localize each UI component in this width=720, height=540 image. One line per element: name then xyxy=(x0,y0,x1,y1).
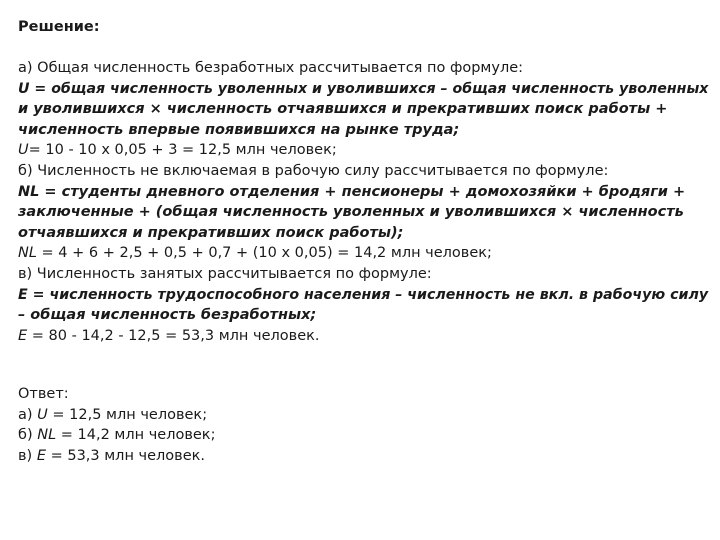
part-a-formula-line: U = общая численность уволенных и уволившихся – общая численность уволенных xyxy=(18,80,709,97)
answer-item-value: = 53,3 млн человек. xyxy=(45,447,206,464)
part-c-calc-variable: E xyxy=(18,327,28,344)
answer-block xyxy=(18,384,215,466)
answer-item-value: = 14,2 млн человек; xyxy=(56,427,216,444)
answer-item-variable: E xyxy=(36,447,46,464)
part-a-calc-variable: U xyxy=(18,142,29,159)
answer-item-prefix: в) xyxy=(18,447,37,464)
part-b-formula-line: NL = студенты дневного отделения + пенсионеры + домохозяйки + бродяги + xyxy=(18,183,686,200)
part-c-calculation xyxy=(18,326,708,347)
part-c-calc-expression: = 80 - 14,2 - 12,5 = 53,3 млн человек. xyxy=(27,327,320,344)
part-a-calc-expression: = 10 - 10 х 0,05 + 3 = 12,5 млн человек; xyxy=(28,142,337,159)
answer-item xyxy=(18,425,215,446)
part-b-formula-line: отчаявшихся и прекративших поиск работы); xyxy=(18,224,404,241)
part-b-formula-line: заключенные + (общая численность уволенных и уволившихся × численность xyxy=(18,204,684,221)
answer-item-prefix: а) xyxy=(18,406,38,423)
answer-title: Ответ: xyxy=(18,386,69,402)
answer-item-variable: NL xyxy=(37,427,57,444)
part-c-formula-line: – общая численность безработных; xyxy=(18,307,317,324)
part-b-calc-expression: = 4 + 6 + 2,5 + 0,5 + 0,7 + (10 х 0,05) = 14,2 млн человек; xyxy=(36,245,492,262)
part-c-intro: в) Численность занятых рассчитывается по формуле: xyxy=(18,265,432,282)
answer-item xyxy=(18,446,215,467)
part-c-formula-line: E = численность трудоспособного населения – численность не вкл. в рабочую силу xyxy=(18,286,709,303)
part-a-intro: а) Общая численность безработных рассчитывается по формуле: xyxy=(18,60,524,76)
answer-item xyxy=(18,405,215,426)
answer-item-value: = 12,5 млн человек; xyxy=(47,406,208,423)
part-b-calc-variable: NL xyxy=(18,245,37,262)
part-b-intro: б) Численность не включаемая в рабочую силу рассчитывается по формуле: xyxy=(18,162,609,179)
part-a-formula-line: численность впервые появившихся на рынке труда; xyxy=(18,121,460,138)
solution-body xyxy=(18,58,708,346)
answer-item-variable: U xyxy=(37,406,48,423)
answer-item-prefix: б) xyxy=(18,427,38,444)
part-a-formula-line: и уволившихся × численность отчаявшихся и прекративших поиск работы + xyxy=(18,101,668,118)
solution-heading: Решение: xyxy=(18,19,100,35)
part-a-calculation xyxy=(18,140,708,161)
part-b-calculation xyxy=(18,243,708,264)
